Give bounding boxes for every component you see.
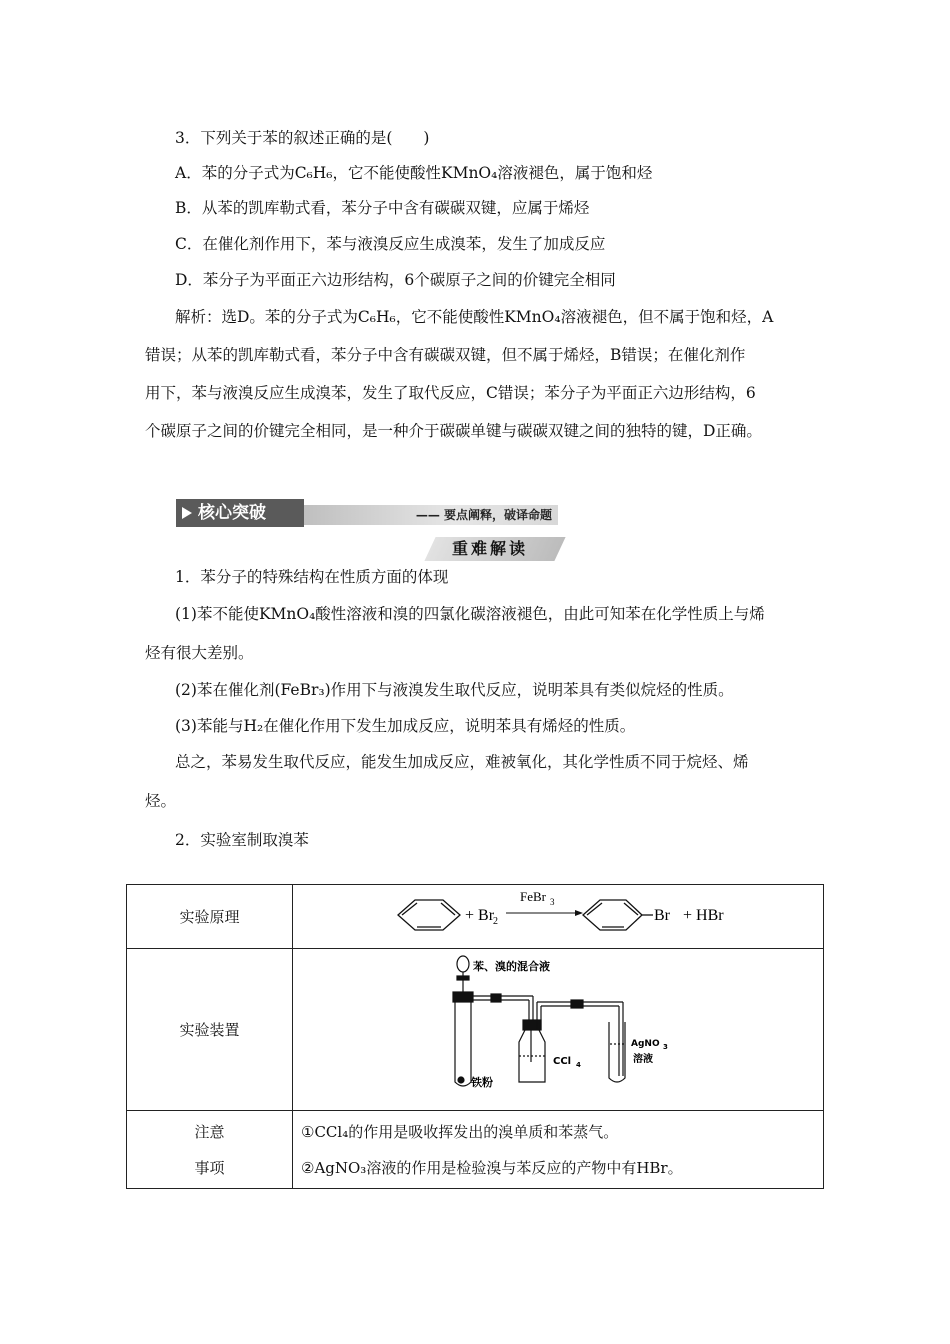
- stopper-icon: [523, 1020, 541, 1030]
- arrow-head-icon: [575, 910, 583, 916]
- svg-text:3: 3: [663, 1042, 668, 1051]
- apparatus-diagram: [293, 950, 823, 1110]
- option-a: A．苯的分子式为C₆H₆，它不能使酸性KMnO₄溶液褪色，属于饱和烃: [175, 164, 653, 182]
- analysis-line: 用下，苯与液溴反应生成溴苯，发生了取代反应，C错误；苯分子为平面正六边形结构，6: [145, 384, 756, 402]
- section-banner: [176, 499, 558, 527]
- benzene-ring-icon: [398, 900, 460, 930]
- point-heading: 2．实验室制取溴苯: [175, 831, 309, 849]
- point-text: (1)苯不能使KMnO₄酸性溶液和溴的四氯化碳溶液褪色，由此可知苯在化学性质上与烯: [175, 605, 765, 623]
- table-row: [127, 885, 824, 949]
- point-heading: 1．苯分子的特殊结构在性质方面的体现: [175, 568, 449, 586]
- option-b: B．从苯的凯库勒式看，苯分子中含有碳碳双键，应属于烯烃: [175, 199, 590, 217]
- reaction-tube: [455, 1002, 471, 1086]
- banner-title: 核心突破: [198, 503, 266, 523]
- option-c: C．在催化剂作用下，苯与液溴反应生成溴苯，发生了加成反应: [175, 235, 606, 253]
- table-row: [127, 1111, 824, 1189]
- ccl4-label: CCl: [553, 1055, 572, 1067]
- svg-text:3: 3: [550, 896, 555, 907]
- question-stem: 3．下列关于苯的叙述正确的是( ): [175, 129, 430, 147]
- summary-text: 总之，苯易发生取代反应，能发生加成反应，难被氧化，其化学性质不同于烷烃、烯: [175, 753, 749, 771]
- summary-text: 烃。: [145, 792, 177, 810]
- mixture-label: 苯、溴的混合液: [473, 959, 550, 973]
- benzene-ring-icon: [583, 900, 653, 930]
- analysis-line: 解析：选D。苯的分子式为C₆H₆，它不能使酸性KMnO₄溶液褪色，但不属于饱和烃，A: [175, 308, 774, 326]
- agno3-label: AgNO: [631, 1038, 660, 1049]
- row-label: 实验原理: [127, 885, 293, 949]
- reaction-equation: [293, 886, 823, 948]
- reactant-br2: + Br: [465, 906, 495, 924]
- row-label: 实验装置: [127, 949, 293, 1111]
- product-hbr: + HBr: [683, 906, 724, 924]
- point-text: (3)苯能与H₂在催化作用下发生加成反应，说明苯具有烯烃的性质。: [175, 717, 636, 735]
- iron-label: 铁粉: [471, 1075, 493, 1089]
- notes-cell: [293, 1111, 824, 1189]
- solution-label: 溶液: [633, 1053, 653, 1065]
- catalyst-label: FeBr: [520, 888, 546, 904]
- note-item: ①CCl₄的作用是吸收挥发出的溴单质和苯蒸气。: [301, 1122, 619, 1141]
- play-triangle-icon: [182, 507, 192, 519]
- svg-text:2: 2: [493, 915, 498, 927]
- equation-cell: [293, 885, 824, 949]
- experiment-table: [126, 884, 824, 1189]
- analysis-line: 个碳原子之间的价键完全相同，是一种介于碳碳单键与碳碳双键之间的独特的键，D正确。: [145, 422, 762, 440]
- option-d: D．苯分子为平面正六边形结构，6个碳原子之间的价键完全相同: [175, 271, 616, 289]
- product-br: Br: [654, 906, 670, 924]
- svg-text:4: 4: [576, 1060, 581, 1069]
- point-text: 烃有很大差别。: [145, 644, 254, 662]
- section-title-banner: [420, 537, 560, 561]
- table-row: [127, 949, 824, 1111]
- row-label: 注意 事项: [127, 1111, 293, 1189]
- section-title: 重难解读: [452, 539, 529, 558]
- point-text: (2)苯在催化剂(FeBr₃)作用下与液溴发生取代反应，说明苯具有类似烷烃的性质。: [175, 681, 734, 699]
- stopper-icon: [453, 992, 473, 1002]
- note-item: ②AgNO₃溶液的作用是检验溴与苯反应的产物中有HBr。: [301, 1158, 683, 1177]
- banner-subtitle: —— 要点阐释，破译命题: [415, 508, 552, 522]
- funnel-icon: [457, 956, 469, 972]
- apparatus-cell: [293, 949, 824, 1111]
- analysis-line: 错误；从苯的凯库勒式看，苯分子中含有碳碳双键，但不属于烯烃，B错误；在催化剂作: [145, 346, 746, 364]
